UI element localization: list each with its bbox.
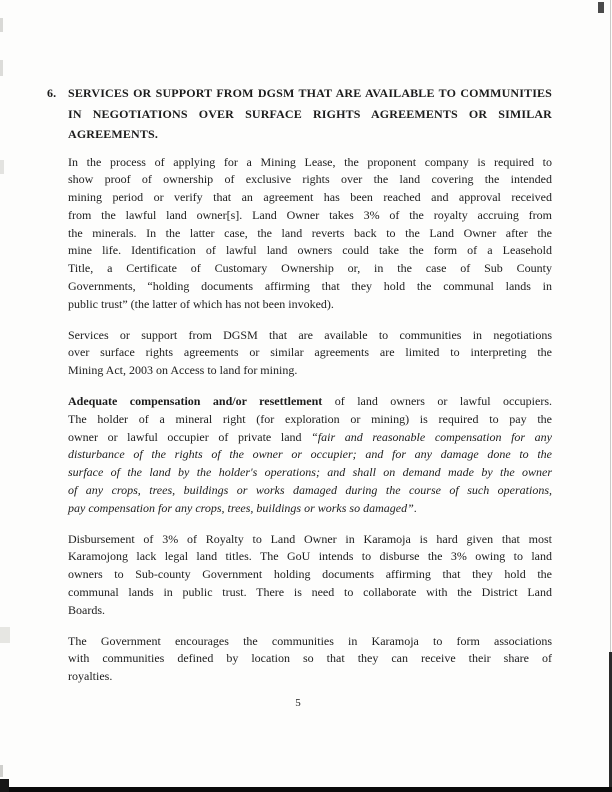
text-line: In the process of applying for a Mining Lease, the proponent company is required to [68, 154, 552, 169]
text-line: owner or lawful occupier of private land “fair and reasonable compensation for any [68, 429, 552, 444]
text-line: from the lawful land owner[s]. Land Owner takes 3% of the royalty accruing from [68, 207, 552, 222]
text-line: Governments, “holding documents affirming that they hold the communal lands in [68, 279, 552, 294]
text-line: show proof of ownership of exclusive rights over the land covering the intended [68, 172, 552, 187]
text-line: public trust” (the latter of which has not been invoked). [68, 296, 334, 311]
para-mining-lease-requirements [68, 154, 552, 314]
section-number: 6. [47, 86, 57, 100]
paragraphs [68, 154, 552, 687]
heading-line: IN NEGOTIATIONS OVER SURFACE RIGHTS AGREEMENTS OR SIMILAR [68, 106, 552, 121]
text-line: pay compensation for any crops, trees, buildings or works so damaged”. [68, 500, 417, 515]
page-number: 5 [295, 697, 301, 709]
text-line: with communities defined by location so that they can receive their share of [68, 651, 552, 666]
text-line: Services or support from DGSM that are available to communities in negotiations [68, 327, 552, 342]
para-dgsm-services-limited [68, 327, 552, 380]
text-line: mining period or verify that an agreement has been reached and approval received [68, 190, 552, 205]
heading-line: AGREEMENTS. [68, 127, 158, 141]
text-line: royalties. [68, 669, 113, 684]
text-line: of any crops, trees, buildings or works damaged during the course of such operations, [68, 483, 552, 498]
text-line: Disbursement of 3% of Royalty to Land Owner in Karamoja is hard given that most [68, 531, 552, 546]
text-line: Karamojong lack legal land titles. The GoU intends to disburse the 3% owing to land [68, 549, 552, 564]
text-line: Mining Act, 2003 on Access to land for mining. [68, 363, 298, 378]
text-line: over surface rights agreements or similar agreements are limited to interpreting the [68, 345, 552, 360]
scan-artifact-right-edge-line [610, 0, 611, 792]
text-line: owners to Sub-county Government holding documents affirming that they hold the [68, 567, 552, 582]
scan-artifact-left-smudge [0, 60, 3, 76]
text-line: Adequate compensation and/or resettlement of land owners or lawful occupiers. [68, 394, 552, 409]
text-line: the minerals. In the latter case, the land reverts back to the Land Owner after the [68, 225, 552, 240]
scan-artifact-left-smudge [0, 160, 4, 174]
text-line: Boards. [68, 602, 105, 617]
text-line: The Government encourages the communities in Karamoja to form associations [68, 633, 552, 648]
scan-artifact-bottom-bar [8, 787, 612, 792]
para-adequate-compensation [68, 393, 552, 518]
document-content [47, 83, 552, 699]
scan-artifact-bottom-left-mark [0, 779, 9, 792]
text-line: The holder of a mineral right (for exploration or mining) is required to pay the [68, 411, 552, 426]
text-line: disturbance of the rights of the owner or occupier; and for any damage done to the [68, 447, 552, 462]
heading-line: SERVICES OR SUPPORT FROM DGSM THAT ARE AVAILABLE TO COMMUNITIES [68, 86, 552, 100]
para-royalty-disbursement [68, 531, 552, 620]
section-heading-lines [68, 83, 552, 145]
text-line: mine life. Identification of lawful land owners could take the form of a Leasehold [68, 243, 552, 258]
scan-artifact-left-smudge [0, 627, 10, 643]
scan-artifact-top-right-tick [598, 2, 604, 13]
scan-artifact-left-smudge [0, 765, 3, 777]
para-form-associations [68, 633, 552, 686]
text-line: surface of the land by the holder's operations; and shall on demand made by the owner [68, 465, 552, 480]
text-line: communal lands in public trust. There is need to collaborate with the District Land [68, 585, 552, 600]
section-heading [47, 83, 552, 145]
scan-artifact-left-smudge [0, 18, 3, 32]
text-line: Title, a Certificate of Customary Ownership or, in the case of Sub County [68, 261, 552, 276]
